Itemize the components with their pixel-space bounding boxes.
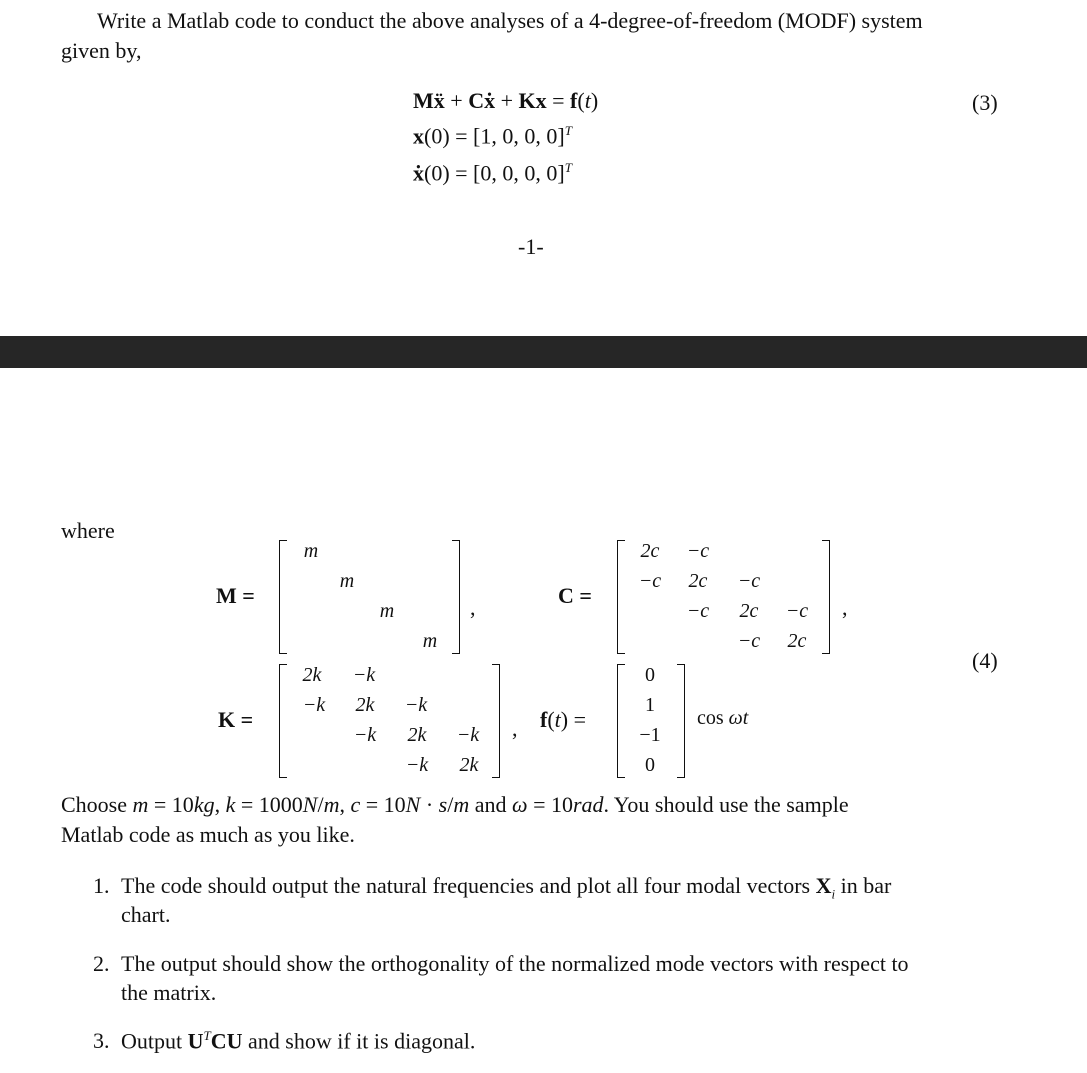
K-cell: 2k bbox=[407, 724, 427, 746]
C-cell: −c bbox=[686, 540, 710, 562]
K-label: K = bbox=[218, 707, 254, 732]
eq4-number: (4) bbox=[972, 648, 998, 673]
M-cell: m bbox=[379, 600, 395, 622]
list-item-line-1: The code should output the natural frequencies and plot all four modal vectors $X_i$ in bar bbox=[121, 873, 892, 902]
f-cell: 1 bbox=[645, 694, 655, 716]
C-cell: 2c bbox=[787, 630, 807, 652]
C-cell: −c bbox=[686, 600, 710, 622]
list-item-number: 2. bbox=[93, 951, 110, 976]
K-cell: 2k bbox=[355, 694, 375, 716]
K-cell: 2k bbox=[459, 754, 479, 776]
C-cell: −c bbox=[737, 630, 761, 652]
K-left-bracket bbox=[279, 664, 287, 778]
K-cell: −k bbox=[302, 694, 326, 716]
C-cell: −c bbox=[638, 570, 662, 592]
eq3-number: (3) bbox=[972, 90, 998, 115]
list-item-line-1: Output $U^TCU$ and show if it is diagonal. bbox=[121, 1028, 476, 1054]
where-label: where bbox=[61, 518, 115, 543]
M-label: M = bbox=[216, 583, 255, 608]
K-comma: , bbox=[512, 716, 518, 741]
C-cell: 2c bbox=[640, 540, 660, 562]
choose-line-1: Choose m = 10kg, k = 1000N/m, c = 10N · s/m and ω = 10rad. You should use the sample bbox=[61, 792, 849, 817]
eq3-line-2: x(0) = [1, 0, 0, 0]$^T$ bbox=[413, 123, 572, 149]
list-item-line-2: the matrix. bbox=[121, 980, 217, 1005]
eq3-line-1: Mẍ + Cẋ + Kx = f(t) bbox=[413, 88, 599, 113]
M-cell: m bbox=[339, 570, 355, 592]
M-comma: , bbox=[470, 595, 476, 620]
f-cell: 0 bbox=[645, 664, 655, 686]
K-cell: −k bbox=[352, 664, 376, 686]
page-divider bbox=[0, 336, 1087, 368]
C-left-bracket bbox=[617, 540, 625, 654]
C-cell: −c bbox=[785, 600, 809, 622]
M-cell: m bbox=[303, 540, 319, 562]
K-cell: 2k bbox=[302, 664, 322, 686]
C-comma: , bbox=[842, 595, 848, 620]
C-cell: 2c bbox=[688, 570, 708, 592]
list-item-line-2: chart. bbox=[121, 902, 171, 927]
f-label: f(t) = bbox=[540, 707, 587, 732]
eq3-line-3: ẋ(0) = [0, 0, 0, 0]$^T$ bbox=[413, 160, 572, 186]
C-cell: −c bbox=[737, 570, 761, 592]
list-item-line-1: The output should show the orthogonality of the normalized mode vectors with respect to bbox=[121, 951, 909, 976]
K-cell: −k bbox=[456, 724, 480, 746]
C-right-bracket bbox=[822, 540, 830, 654]
K-cell: −k bbox=[404, 694, 428, 716]
intro-line-2: given by, bbox=[61, 38, 142, 63]
f-left-bracket bbox=[617, 664, 625, 778]
intro-line-1: Write a Matlab code to conduct the above analyses of a 4-degree-of-freedom (MODF) system bbox=[97, 8, 923, 33]
f-cell: 0 bbox=[645, 754, 655, 776]
K-cell: −k bbox=[405, 754, 429, 776]
C-cell: 2c bbox=[739, 600, 759, 622]
C-label: C = bbox=[558, 583, 592, 608]
f-cell: −1 bbox=[639, 724, 661, 746]
list-item-number: 3. bbox=[93, 1028, 110, 1053]
f-right-bracket bbox=[677, 664, 685, 778]
K-cell: −k bbox=[353, 724, 377, 746]
choose-line-2: Matlab code as much as you like. bbox=[61, 822, 355, 847]
cos-term: cos ωt bbox=[697, 707, 749, 729]
page-number: -1- bbox=[518, 234, 544, 259]
list-item-number: 1. bbox=[93, 873, 110, 898]
M-cell: m bbox=[422, 630, 438, 652]
